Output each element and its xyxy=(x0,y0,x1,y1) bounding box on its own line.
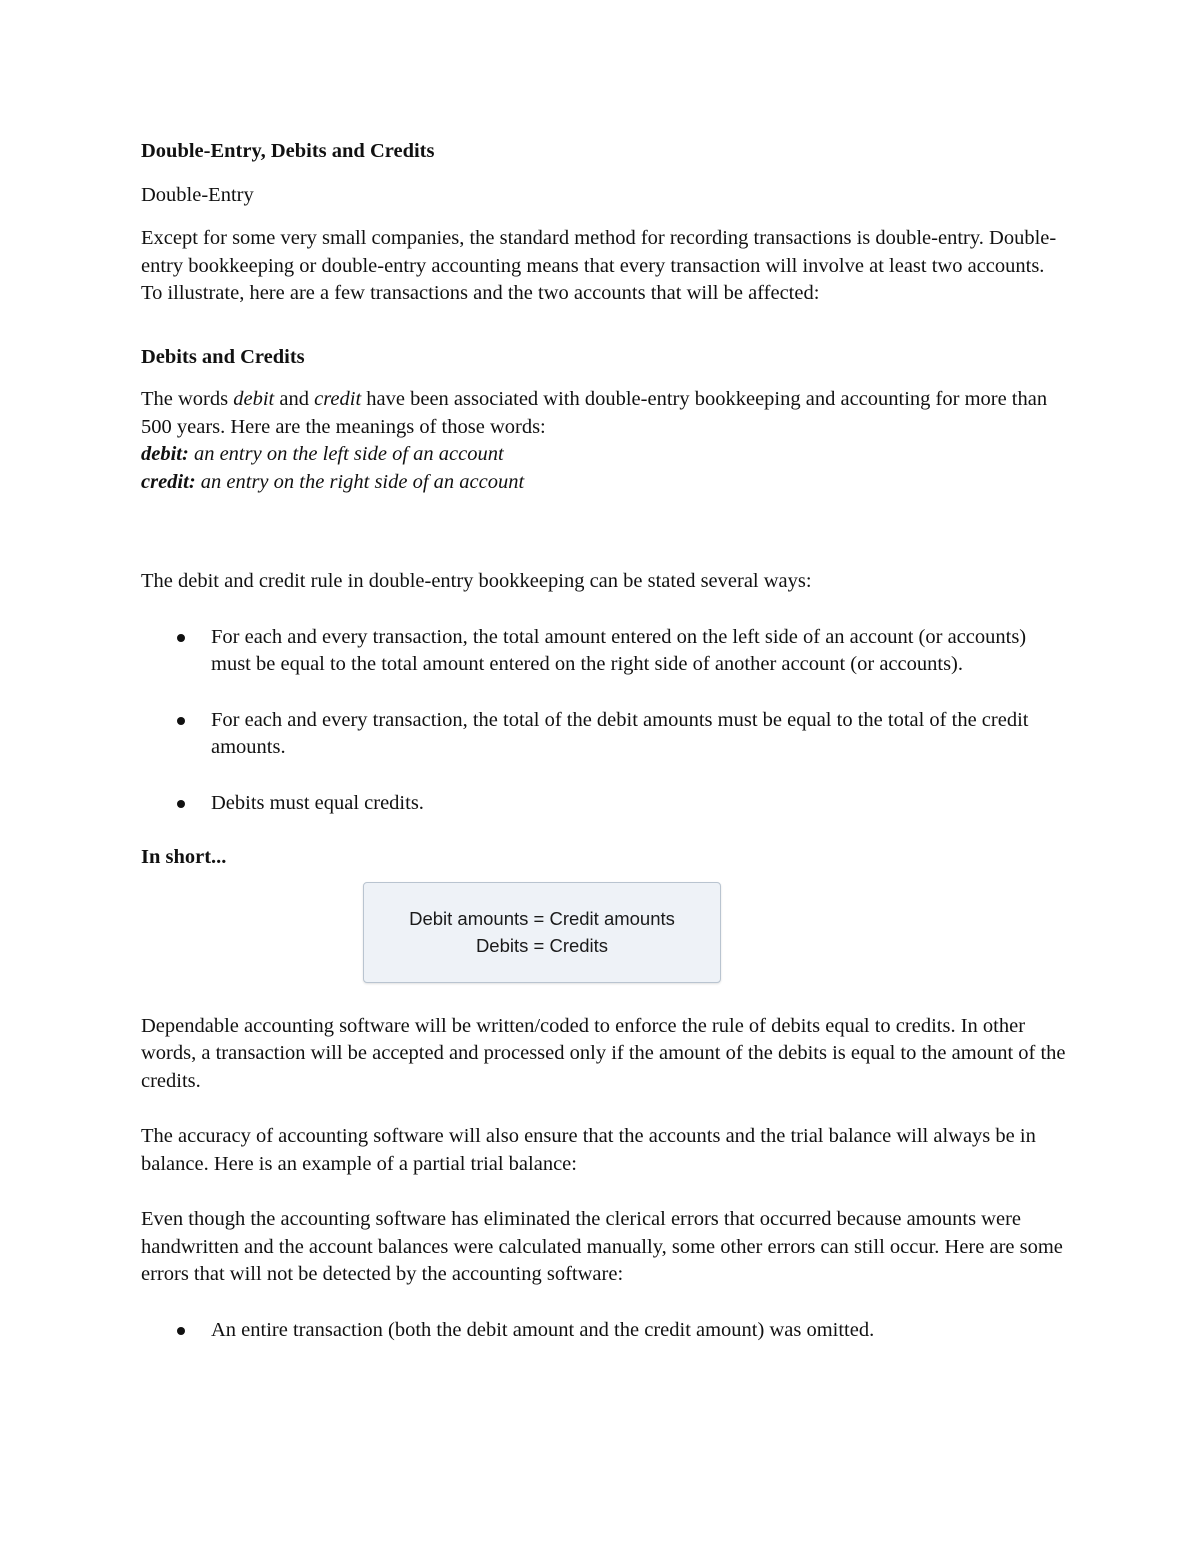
list-item xyxy=(141,790,1066,818)
document-title: Double-Entry, Debits and Credits xyxy=(141,140,435,162)
bullet-icon xyxy=(177,1327,185,1335)
definition-credit-term: credit: xyxy=(141,470,196,493)
intro-paragraph: Except for some very small companies, the standard method for recording transactions is double-entry. Double-entry bookkeeping or double-entry accounting means that every transaction will involve at least two accounts. To illustrate, here are a few transactions and the two accounts that will be affected: xyxy=(141,227,1057,304)
subheading-double-entry: Double-Entry xyxy=(141,183,254,206)
errors-paragraph: Even though the accounting software has eliminated the clerical errors that occurred because amounts were handwritten and the account balances were calculated manually, some other errors can still occur. Here are some errors that will not be detected by the accounting software: xyxy=(141,1208,1063,1285)
error-text: An entire transaction (both the debit amount and the credit amount) was omitted. xyxy=(211,1318,875,1341)
word-debit: debit xyxy=(233,388,275,410)
definition-debit-term: debit: xyxy=(141,443,189,465)
definition-debit xyxy=(141,441,1066,469)
bullet-icon xyxy=(177,634,185,642)
definition-credit xyxy=(141,469,1066,497)
errors-list xyxy=(141,1317,1066,1345)
word-credit: credit xyxy=(314,388,362,410)
rule-text: Debits must equal credits. xyxy=(211,791,424,814)
rule-text: For each and every transaction, the total of the debit amounts must be equal to the total of the credit amounts. xyxy=(211,708,1029,758)
list-item xyxy=(141,624,1066,679)
formula-box xyxy=(363,882,721,983)
bullet-icon xyxy=(177,717,185,725)
in-short-heading: In short... xyxy=(141,846,227,868)
para-suffix: have been associated with double-entry bookkeeping and accounting for more than 500 years. Here are the meanings of those words: xyxy=(141,388,1048,438)
list-item xyxy=(141,1317,1066,1345)
list-item xyxy=(141,707,1066,762)
formula-line-1: Debit amounts = Credit amounts xyxy=(409,908,675,929)
definition-credit-text: an entry on the right side of an account xyxy=(195,470,525,493)
rules-list xyxy=(141,624,1066,818)
para-prefix: The words xyxy=(141,388,234,410)
debits-credits-definitions xyxy=(141,386,1066,496)
document-page xyxy=(141,138,1066,1372)
para-and: and xyxy=(274,388,315,410)
debits-credits-paragraph xyxy=(141,386,1066,441)
definition-debit-text: an entry on the left side of an account xyxy=(188,443,504,465)
rule-text: For each and every transaction, the total amount entered on the left side of an account (or accounts) must be equal to the total amount entered on the right side of another account (or accounts). xyxy=(211,625,1027,675)
bullet-icon xyxy=(177,800,185,808)
formula-line-2: Debits = Credits xyxy=(475,935,609,956)
accuracy-paragraph: The accuracy of accounting software will also ensure that the accounts and the trial balance will always be in balance. Here is an example of a partial trial balance: xyxy=(141,1125,1036,1175)
rule-intro-paragraph: The debit and credit rule in double-entry bookkeeping can be stated several ways: xyxy=(141,570,812,592)
software-paragraph: Dependable accounting software will be written/coded to enforce the rule of debits equal to credits. In other words, a transaction will be accepted and processed only if the amount of the debits is equal to the amount of the credits. xyxy=(141,1014,1066,1092)
section-heading-debits-credits: Debits and Credits xyxy=(141,345,305,368)
